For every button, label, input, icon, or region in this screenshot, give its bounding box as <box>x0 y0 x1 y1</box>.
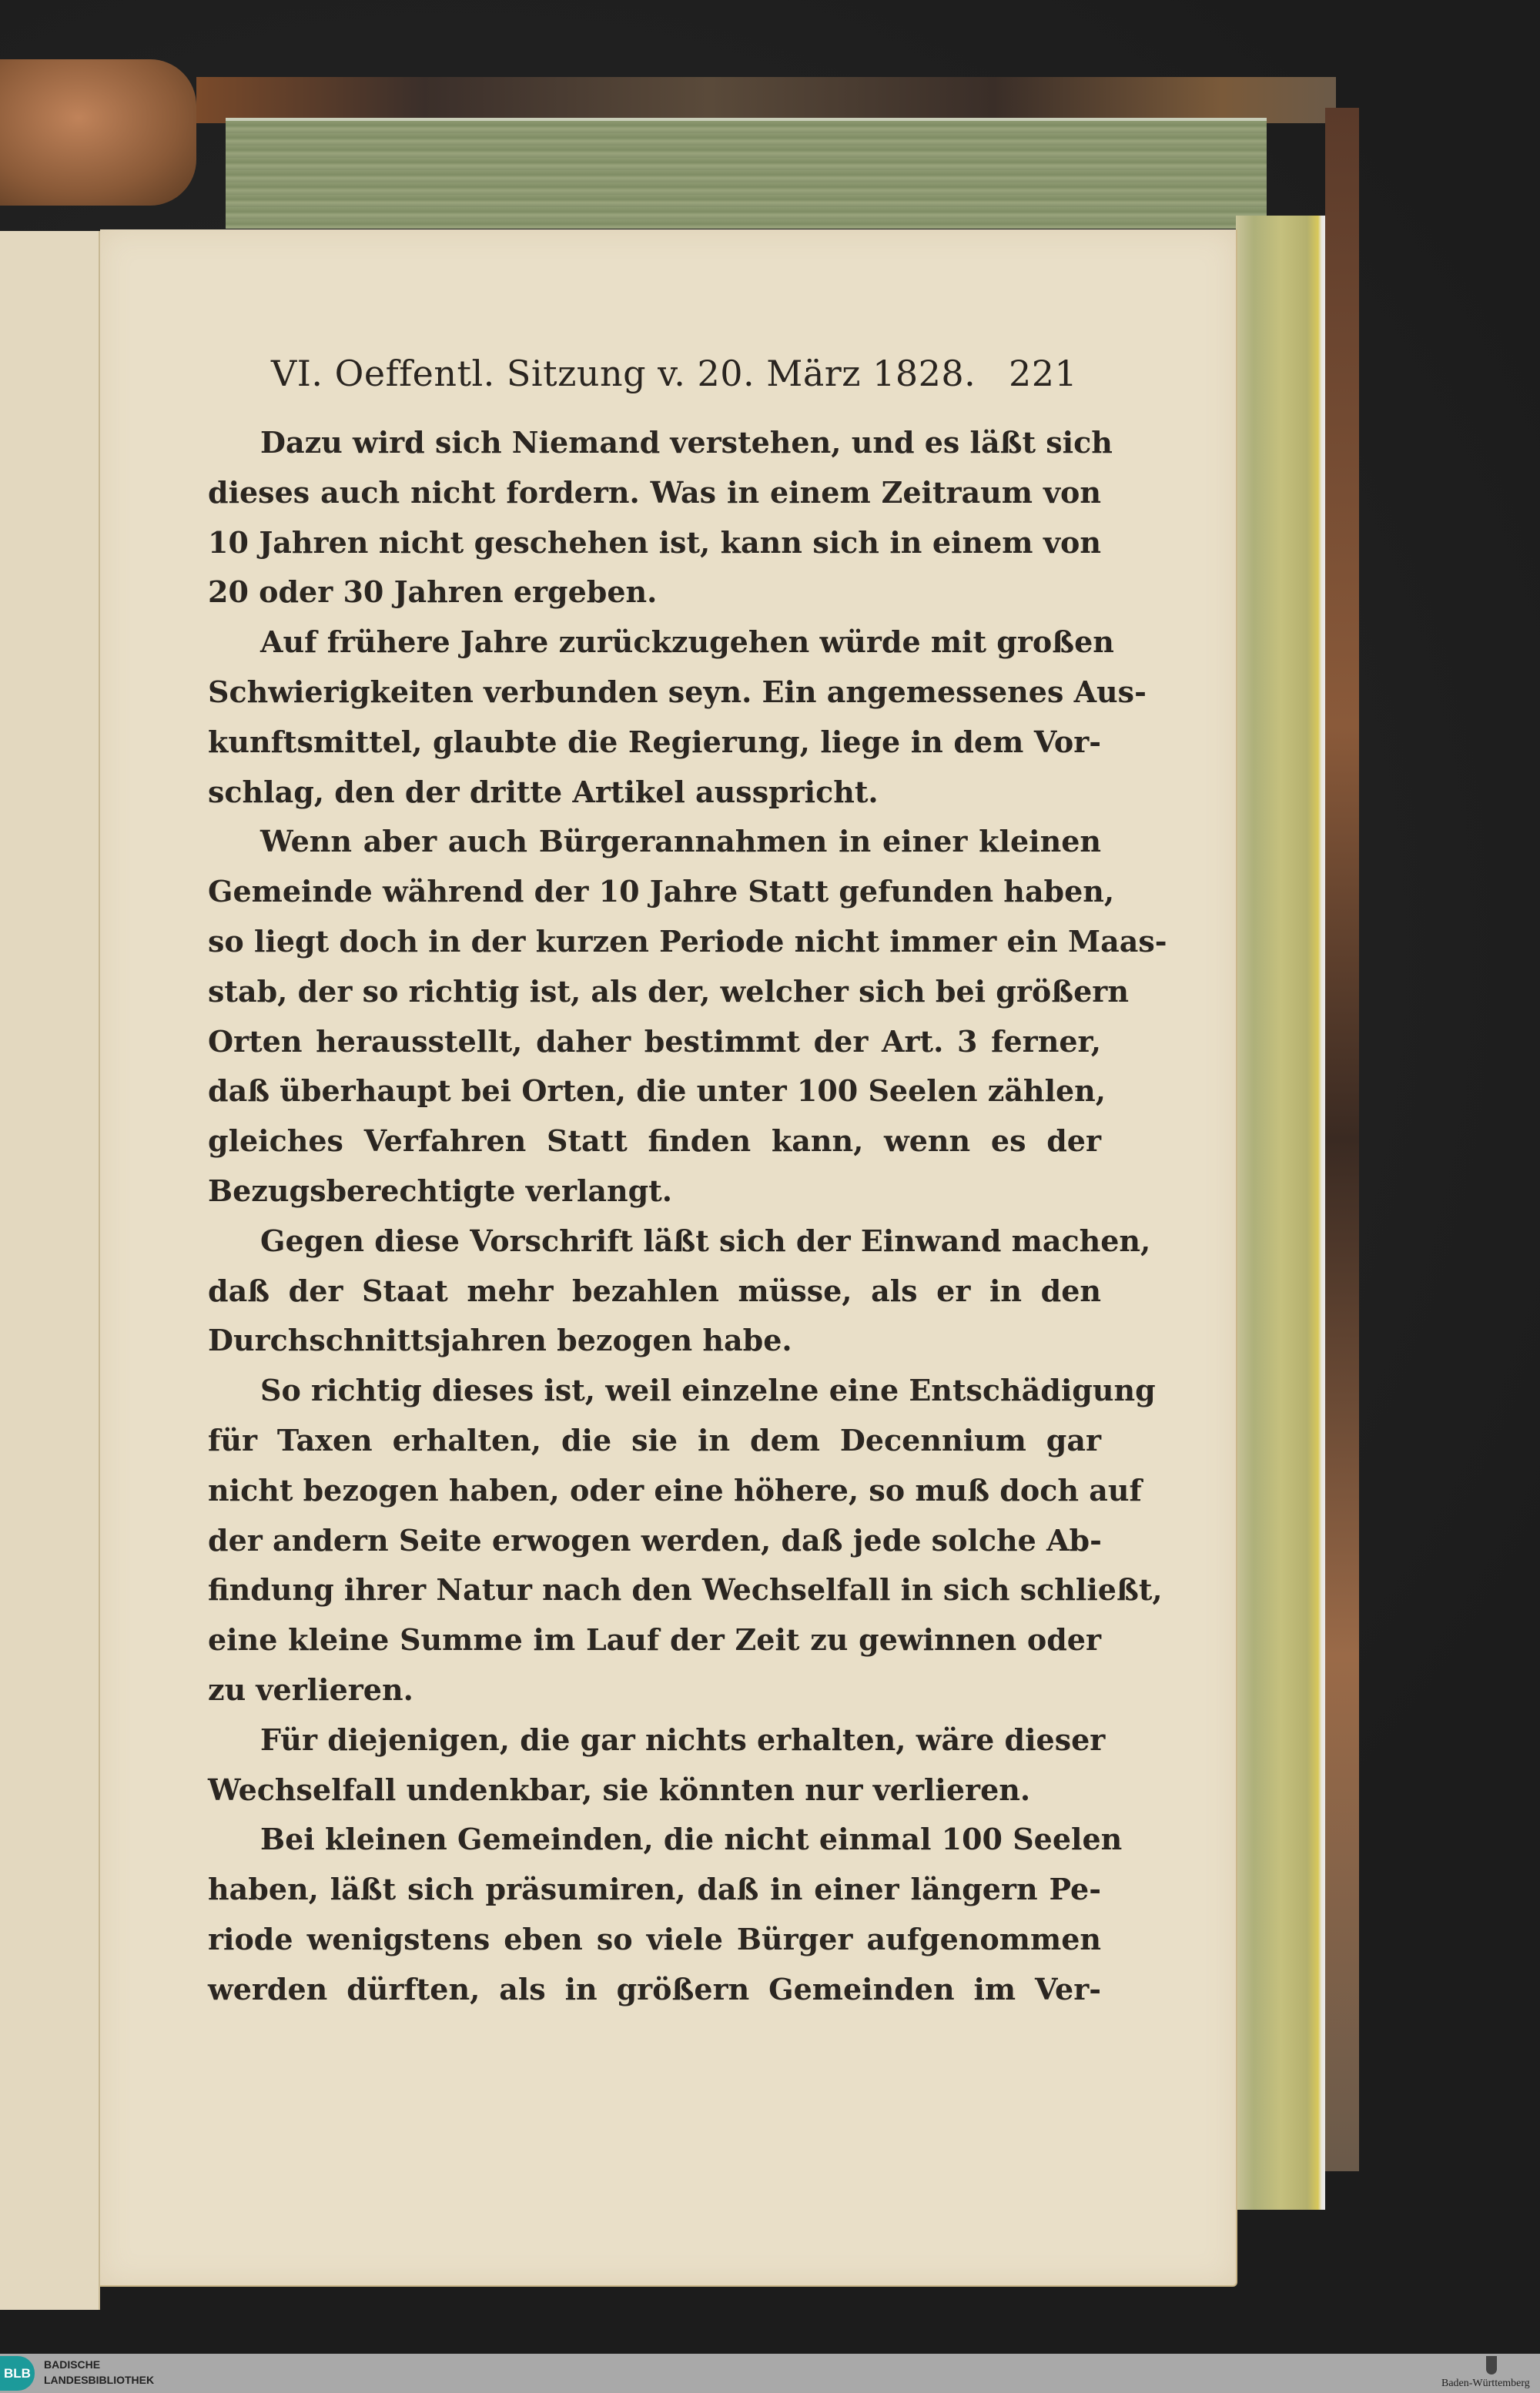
text-line: 20 oder 30 Jahren ergeben. <box>208 574 658 610</box>
text-line: Gegen diese Vorschrift läßt sich der Einwand machen, <box>260 1223 1151 1258</box>
blb-logo-icon: BLB <box>0 2356 35 2391</box>
text-line: Bezugsberechtigte verlangt. <box>208 1173 673 1208</box>
paragraph <box>208 817 1167 1216</box>
paragraph <box>208 418 1113 617</box>
paragraph <box>208 1366 1163 1715</box>
text-line: so liegt doch in der kurzen Periode nicht immer ein Maas- <box>208 923 1167 959</box>
text-line: So richtig dieses ist, weil einzelne eine Entschädigung <box>260 1373 1156 1408</box>
text-line: Gemeinde während der 10 Jahre Statt gefunden haben, <box>208 874 1115 909</box>
left-page-sliver <box>0 231 100 2310</box>
text-line: Wechselfall undenkbar, sie könnten nur verlieren. <box>208 1772 1031 1807</box>
book-spine-fold <box>0 59 196 206</box>
text-line: daß der Staat mehr bezahlen müsse, als er in den <box>208 1273 1101 1308</box>
page-block-fore-edge <box>1236 216 1325 2210</box>
coat-of-arms-icon <box>1486 2356 1497 2375</box>
text-line: eine kleine Summe im Lauf der Zeit zu gewinnen oder <box>208 1622 1101 1658</box>
book-cover-top <box>196 77 1336 123</box>
text-line: für Taxen erhalten, die sie in dem Decennium gar <box>208 1422 1101 1458</box>
text-line: Bei kleinen Gemeinden, die nicht einmal 100 Seelen <box>260 1822 1123 1857</box>
library-name-line1: BADISCHE <box>44 2358 101 2371</box>
text-line: Für diejenigen, die gar nichts erhalten, wäre dieser <box>260 1722 1106 1757</box>
text-line: kunftsmittel, glaubte die Regierung, liege in dem Vor- <box>208 724 1101 759</box>
body-text <box>208 418 1167 2015</box>
text-line: Dazu wird sich Niemand verstehen, und es läßt sich <box>260 425 1113 460</box>
text-line: daß überhaupt bei Orten, die unter 100 Seelen zählen, <box>208 1073 1106 1109</box>
text-line: Wenn aber auch Bürgerannahmen in einer kleinen <box>260 824 1101 859</box>
text-line: zu verlieren. <box>208 1672 413 1707</box>
text-line: haben, läßt sich präsumiren, daß in einer längern Pe- <box>208 1872 1101 1907</box>
text-line: Orten herausstellt, daher bestimmt der Art. 3 ferner, <box>208 1023 1101 1059</box>
state-name: Baden-Württemberg <box>1441 2378 1530 2389</box>
running-header: VI. Oeffentl. Sitzung v. 20. März 1828. <box>271 353 976 394</box>
footer-bar <box>0 2354 1540 2393</box>
book-cover-right <box>1325 108 1359 2171</box>
text-line: der andern Seite erwogen werden, daß jede solche Ab- <box>208 1522 1102 1558</box>
text-line: findung ihrer Natur nach den Wechselfall in sich schließt, <box>208 1572 1163 1608</box>
text-line: Schwierigkeiten verbunden seyn. Ein angemessenes Aus- <box>208 674 1147 709</box>
text-line: dieses auch nicht fordern. Was in einem Zeitraum von <box>208 474 1101 510</box>
page-number: 221 <box>1009 353 1078 394</box>
paragraph <box>208 617 1147 817</box>
text-line: 10 Jahren nicht geschehen ist, kann sich in einem von <box>208 524 1101 560</box>
text-line: nicht bezogen haben, oder eine höhere, so muß doch auf <box>208 1472 1142 1508</box>
text-line: riode wenigstens eben so viele Bürger aufgenommen <box>208 1921 1101 1956</box>
paragraph <box>208 1217 1151 1366</box>
text-line: gleiches Verfahren Statt finden kann, wenn es der <box>208 1123 1101 1159</box>
page-block-top-edge <box>226 118 1267 229</box>
text-line: stab, der so richtig ist, als der, welcher sich bei größern <box>208 973 1129 1009</box>
paragraph <box>208 1715 1106 1816</box>
text-line: Auf frühere Jahre zurückzugehen würde mit großen <box>260 624 1114 660</box>
library-name-line2: LANDESBIBLIOTHEK <box>44 2374 155 2386</box>
text-line: werden dürften, als in größern Gemeinden im Ver- <box>208 1971 1101 2006</box>
text-line: schlag, den der dritte Artikel ausspricht. <box>208 774 879 809</box>
paragraph <box>208 1815 1123 2014</box>
text-line: Durchschnittsjahren bezogen habe. <box>208 1323 792 1358</box>
